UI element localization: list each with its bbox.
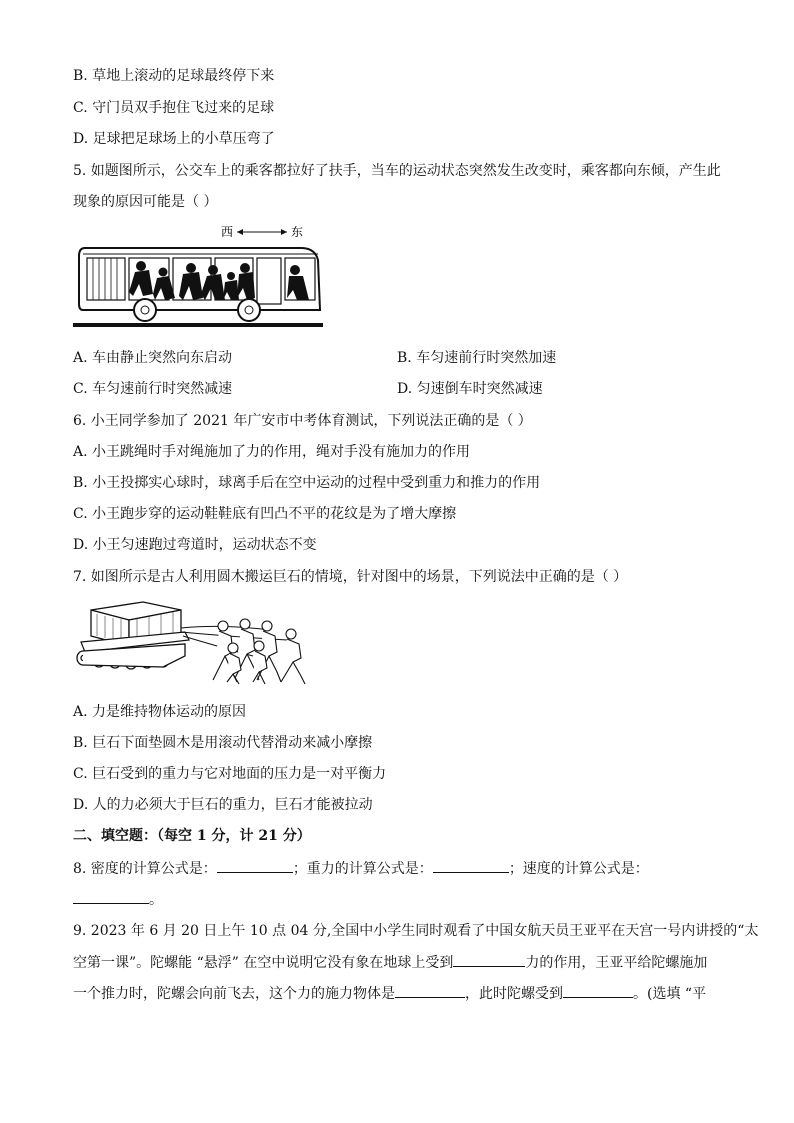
q4-option-c: C. 守门员双手抱住飞过来的足球 xyxy=(73,100,275,116)
q9-blank-3[interactable] xyxy=(563,983,633,998)
q8-line1 xyxy=(73,858,649,879)
q5-stem-line1: 5. 如题图所示，公交车上的乘客都拉好了扶手，当车的运动状态突然发生改变时，乘客都向东倾，产生此 xyxy=(73,163,721,179)
q9-line2 xyxy=(73,952,707,973)
q5-option-c: C. 车匀速前行时突然减速 xyxy=(73,381,233,397)
q9-line3b: ，此时陀螺受到 xyxy=(465,986,563,1002)
q8-blank-speed[interactable] xyxy=(73,889,149,904)
q9-line3 xyxy=(73,983,706,1004)
q6-stem: 6. 小王同学参加了 2021 年广安市中考体育测试，下列说法正确的是（ ） xyxy=(73,413,532,429)
q8-part3: ；速度的计算公式是： xyxy=(508,861,649,877)
q6-option-c: C. 小王跑步穿的运动鞋鞋底有凹凸不平的花纹是为了增大摩擦 xyxy=(73,506,457,522)
q5-option-b: B. 车匀速前行时突然加速 xyxy=(397,350,557,366)
q8-blank-density[interactable] xyxy=(217,858,293,873)
q5-stem-line2: 现象的原因可能是（ ） xyxy=(73,194,218,210)
q7-option-d: D. 人的力必须大于巨石的重力，巨石才能被拉动 xyxy=(73,797,373,813)
q9-line1: 9. 2023 年 6 月 20 日上午 10 点 04 分,全国中小学生同时观看了中国女航天员王亚平在天宫一号内讲授的“太 xyxy=(73,923,759,939)
q9-blank-2[interactable] xyxy=(395,983,465,998)
q7-option-b: B. 巨石下面垫圆木是用滚动代替滑动来减小摩擦 xyxy=(73,735,373,751)
ground-line xyxy=(73,323,323,327)
q9-line2a: 空第一课”。陀螺能 “悬浮” 在空中说明它没有象在地球上受到 xyxy=(73,955,454,971)
q5-option-d: D. 匀速倒车时突然减速 xyxy=(397,381,543,397)
q8-blank-gravity[interactable] xyxy=(433,858,509,873)
q4-option-b: B. 草地上滚动的足球最终停下来 xyxy=(73,68,275,84)
stone-hauling-figure xyxy=(73,596,309,690)
q7-option-c: C. 巨石受到的重力与它对地面的压力是一对平衡力 xyxy=(73,766,387,782)
q6-option-d: D. 小王匀速跑过弯道时，运动状态不变 xyxy=(73,537,317,553)
bus-figure xyxy=(73,220,328,332)
q7-stem: 7. 如图所示是古人利用圆木搬运巨石的情境，针对图中的场景，下列说法中正确的是（ ） xyxy=(73,569,628,585)
figure-east-label: 东 xyxy=(291,225,304,239)
section-heading: 二、填空题：（每空 1 分，计 21 分） xyxy=(73,828,311,844)
q8-part2: ；重力的计算公式是： xyxy=(292,861,433,877)
q5-option-a: A. 车由静止突然向东启动 xyxy=(73,350,233,366)
figure-west-label: 西 xyxy=(221,225,234,239)
q9-line3a: 一个推力时，陀螺会向前飞去，这个力的施力物体是 xyxy=(73,986,395,1002)
q4-option-d: D. 足球把足球场上的小草压弯了 xyxy=(73,131,275,147)
q7-option-a: A. 力是维持物体运动的原因 xyxy=(73,704,247,720)
q6-option-a: A. 小王跳绳时手对绳施加了力的作用，绳对手没有施加力的作用 xyxy=(73,444,471,460)
q8-end: 。 xyxy=(149,892,163,908)
q8-part1: 8. 密度的计算公式是： xyxy=(73,861,217,877)
q9-line3c: 。(选填 “平 xyxy=(633,986,707,1002)
q9-line2b: 力的作用，王亚平给陀螺施加 xyxy=(525,955,708,971)
q9-blank-1[interactable] xyxy=(453,952,525,967)
q8-line2 xyxy=(73,889,163,910)
q6-option-b: B. 小王投掷实心球时，球离手后在空中运动的过程中受到重力和推力的作用 xyxy=(73,475,541,491)
